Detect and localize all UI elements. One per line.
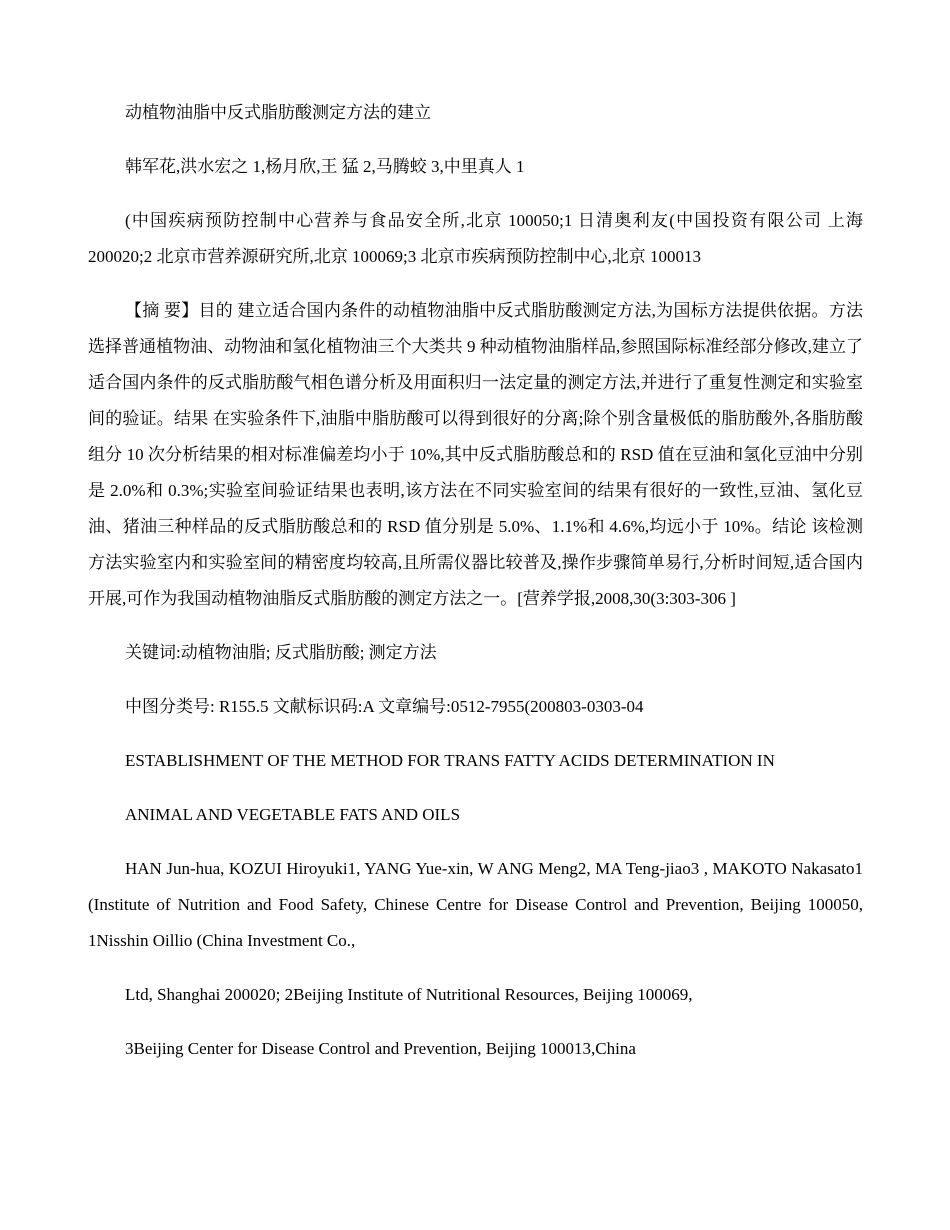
- chinese-authors: 韩军花,洪水宏之 1,杨月欣,王 猛 2,马腾蛟 3,中里真人 1: [125, 157, 525, 176]
- english-authors: HAN Jun-hua, KOZUI Hiroyuki1, YANG Yue-xin, W ANG Meng2, MA Teng-jiao3 , MAKOTO Nakasato1 (Institute of Nutrition and Food Safety, Chinese Centre for Disease Control and Prevention, Beijing 100050, 1Nisshin Oillio (China Investment Co.,: [88, 859, 863, 950]
- english-title-line-1: ESTABLISHMENT OF THE METHOD FOR TRANS FATTY ACIDS DETERMINATION IN: [125, 751, 775, 770]
- chinese-affiliation: (中国疾病预防控制中心营养与食品安全所,北京 100050;1 日清奥利友(中国投资有限公司 上海 200020;2 北京市营养源研究所,北京 100069;3 北京市疾病预防控制中心,北京 100013: [88, 211, 863, 266]
- english-title-line-2: ANIMAL AND VEGETABLE FATS AND OILS: [125, 805, 461, 824]
- document-page: [88, 95, 863, 1085]
- chinese-title: 动植物油脂中反式脂肪酸测定方法的建立: [125, 103, 431, 122]
- chinese-keywords: 关键词:动植物油脂; 反式脂肪酸; 测定方法: [125, 643, 437, 662]
- chinese-abstract: 【摘 要】目的 建立适合国内条件的动植物油脂中反式脂肪酸测定方法,为国标方法提供依据。方法 选择普通植物油、动物油和氢化植物油三个大类共 9 种动植物油脂样品,参照国际标准经部分修改,建立了适合国内条件的反式脂肪酸气相色谱分析及用面积归一法定量的测定方法,并进行了重复性测定和实验室间的验证。结果 在实验条件下,油脂中脂肪酸可以得到很好的分离;除个别含量极低的脂肪酸外,各脂肪酸组分 10 次分析结果的相对标准偏差均小于 10%,其中反式脂肪酸总和的 RSD 值在豆油和氢化豆油中分别是 2.0%和 0.3%;实验室间验证结果也表明,该方法在不同实验室间的结果有很好的一致性,豆油、氢化豆油、猪油三种样品的反式脂肪酸总和的 RSD 值分别是 5.0%、1.1%和 4.6%,均远小于 10%。结论 该检测方法实验室内和实验室间的精密度均较高,且所需仪器比较普及,操作步骤简单易行,分析时间短,适合国内开展,可作为我国动植物油脂反式脂肪酸的测定方法之一。[营养学报,2008,30(3:303-306 ]: [88, 301, 863, 608]
- english-affiliation-line-2: Ltd, Shanghai 200020; 2Beijing Institute of Nutritional Resources, Beijing 100069,: [125, 985, 693, 1004]
- english-affiliation-line-3: 3Beijing Center for Disease Control and Prevention, Beijing 100013,China: [125, 1039, 636, 1058]
- chinese-classification: 中图分类号: R155.5 文献标识码:A 文章编号:0512-7955(200803-0303-04: [125, 697, 644, 716]
